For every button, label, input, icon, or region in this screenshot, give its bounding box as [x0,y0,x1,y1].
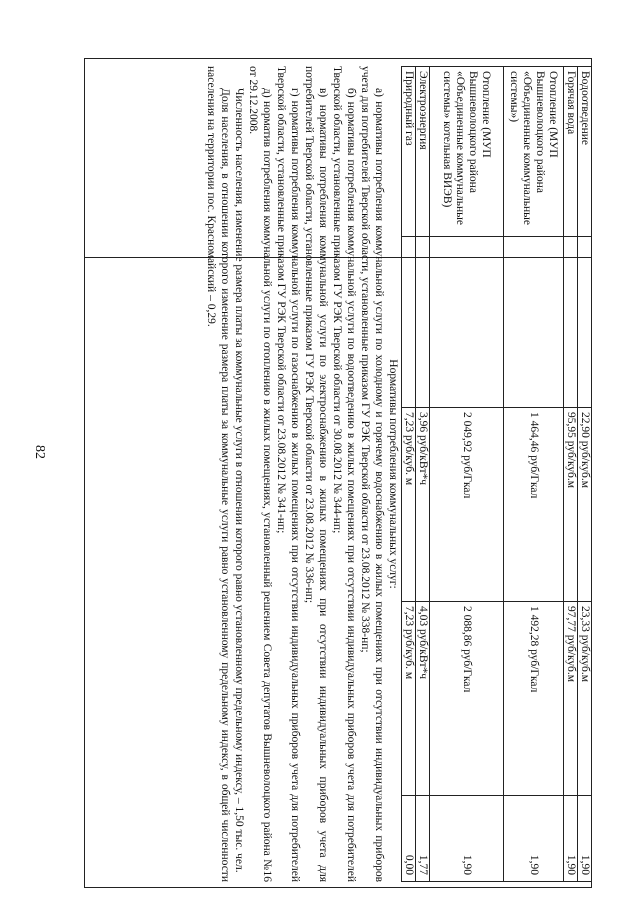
empty-cell [402,237,416,408]
tariff-index-cell: 1,90 [564,796,578,882]
table-row [416,67,430,882]
tariff-value-1-cell: 7,23 руб/куб. м [402,408,416,602]
tariff-name-cell: Отопление (МУП Вышневолоцкого района «Объединенные коммунальные системы») [504,67,564,237]
content-area [204,66,592,882]
tariff-name-cell: Отопление (МУП Вышневолоцкого района «Объединенные коммунальные системы» котельная ВИЭВ) [430,67,504,237]
norms-header: Нормативы потребления коммунальных услуг: [387,359,399,589]
table-row [578,67,592,882]
paragraph: б) нормативы потребления коммунальной услуги по водоотведению в жилых помещениях при отсутствии индивидуальных приборов учета для потребителей Тверской области, установленные приказом ГУ РЭК Тверской области от 30.08.2012 № 344-нп; [331,66,357,882]
tariff-table [401,66,592,882]
paragraph: Численность населения, изменение размера платы за коммунальные услуги в отношении которого равно установленному предельному индексу, – 1,50 тыс. чел. [233,88,245,873]
empty-cell [430,237,504,408]
paragraph: в) нормативы потребления коммунальной услуги по электроснабжению в жилых помещениях при отсутствии индивидуальных приборов учета для потребителей Тверской области, установленные приказом ГУ РЭК Тверской области от 23.08.2012 № 336-нп; [303,66,329,882]
empty-cell [564,237,578,408]
tariff-index-cell: 0,00 [402,796,416,882]
tariff-value-1-cell: 3,96 руб/кВт*ч [416,408,430,602]
table-row [504,67,564,882]
tariff-index-cell: 1,90 [504,796,564,882]
tariff-value-2-cell: 4,03 руб/кВт*ч [416,602,430,796]
paragraphs [204,66,386,882]
tariff-value-1-cell: 1 464,46 руб/Гкал [504,408,564,602]
tariff-index-cell: 1,90 [430,796,504,882]
tariff-value-2-cell: 23,33 руб/куб.м [578,602,592,796]
tariff-name-cell: Горячая вода [564,67,578,237]
rotated-content [84,58,592,888]
tariff-index-cell: 1,90 [578,796,592,882]
page-number: 82 [32,445,47,459]
empty-cell [578,237,592,408]
empty-cell [504,237,564,408]
table-row [564,67,578,882]
tariff-value-1-cell: 2 049,92 руб/Гкал [430,408,504,602]
tariff-name-cell: Электроэнергия [416,67,430,237]
tariff-value-2-cell: 2 088,86 руб/Гкал [430,602,504,796]
tariff-index-cell: 1,77 [416,796,430,882]
table-row [430,67,504,882]
table-row [402,67,416,882]
paragraph: д) норматив потребления коммунальной услуги по отоплению в жилых помещениях, установленный решением Совета депутатов Вышневолоцкого района №16 от 29.12.2008. [247,66,273,882]
empty-cell [416,237,430,408]
paragraph: г) нормативы потребления коммунальной услуги по газоснабжению в жилых помещениях при отсутствии индивидуальных приборов учета для потребителей Тверской области, установленные приказом ГУ РЭК Тверской области от 23.08.2012 № 341-нп; [275,66,301,882]
tariff-value-1-cell: 22,90 руб/куб.м [578,408,592,602]
paragraph: Доля населения, в отношении которого изменение размера платы за коммунальные услуги равно установленному предельному индексу, в общей численности населения на территории пос. Красномайский – 0,29. [205,66,231,882]
tariff-name-cell: Водоотведение [578,67,592,237]
tariff-value-2-cell: 1 492,28 руб/Гкал [504,602,564,796]
tariff-name-cell: Природный газ [402,67,416,237]
tariff-value-2-cell: 7,23 руб/куб. м [402,602,416,796]
paragraph: а) нормативы потребления коммунальной услуги по холодному и горячему водоснабжению в жилых помещениях при отсутствии индивидуальных приборов учета для потребителей Тверской области, установленные приказом ГУ РЭК Тверской области от 23.08.2012 № 338-нп; [359,66,385,882]
tariff-value-2-cell: 97,77 руб/куб.м [564,602,578,796]
tariff-value-1-cell: 95,95 руб/куб.м [564,408,578,602]
